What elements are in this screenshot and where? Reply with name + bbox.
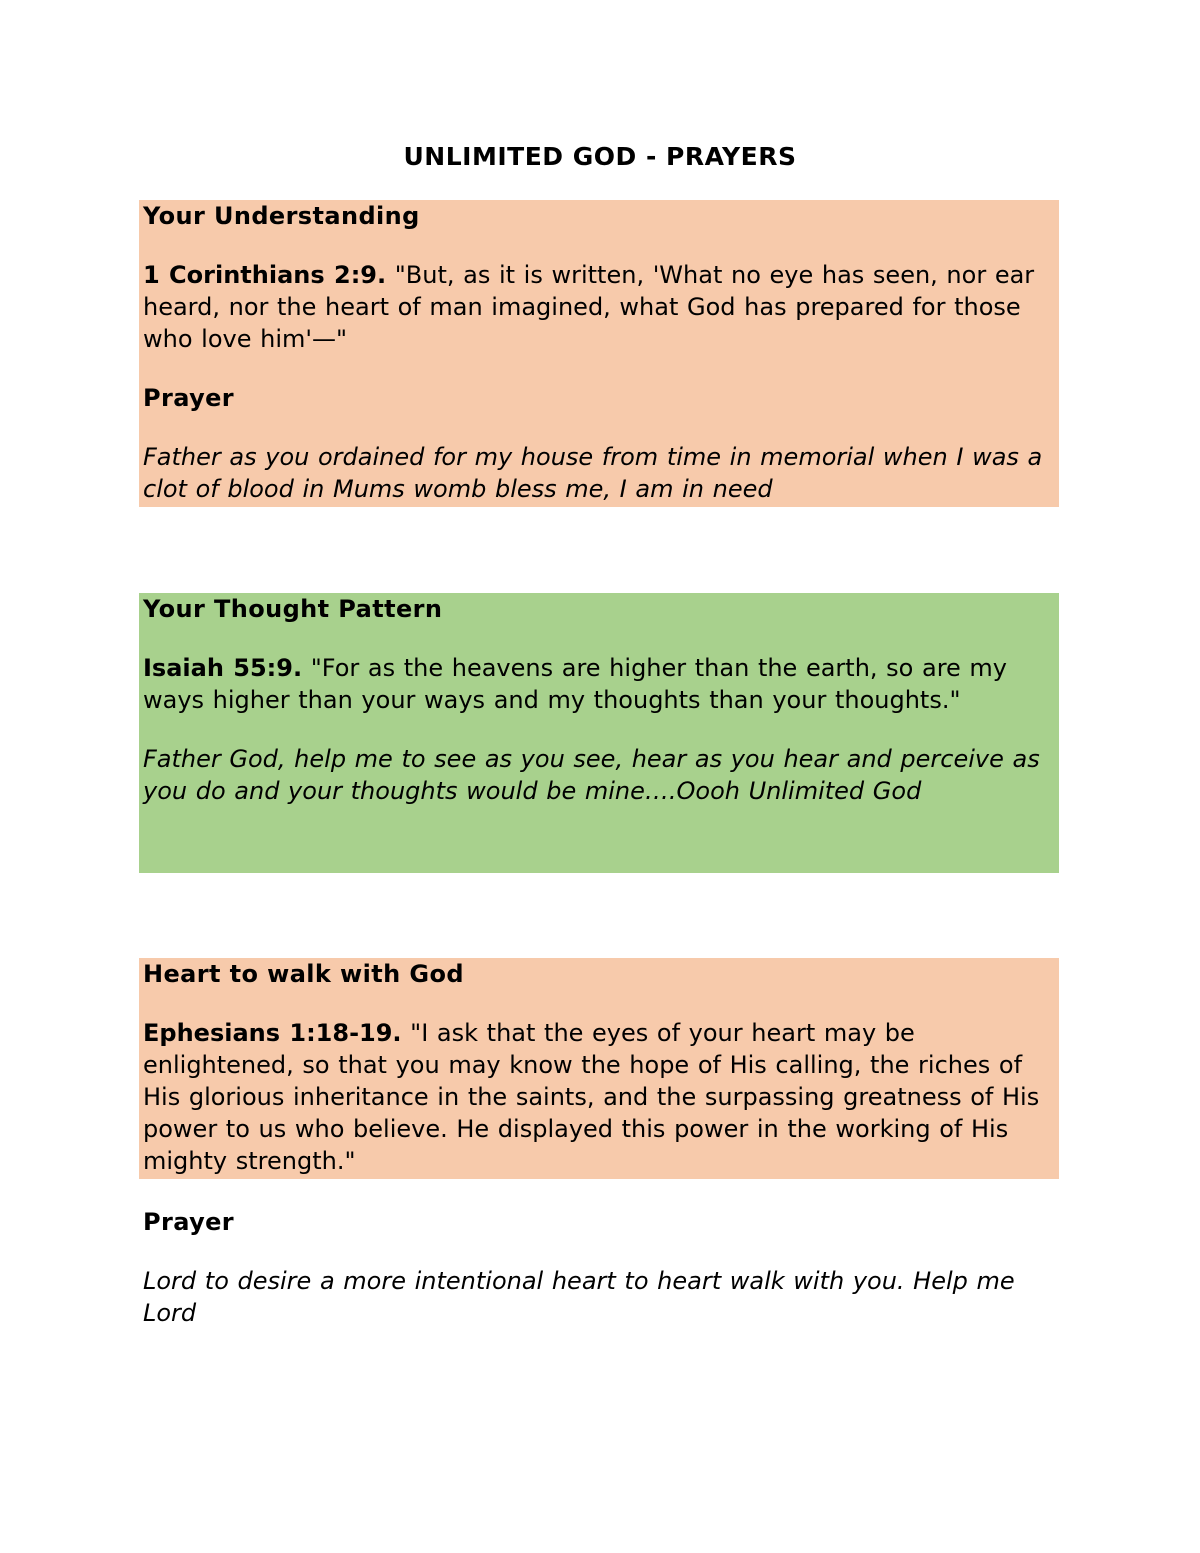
section-heart-to-walk-with-god bbox=[139, 958, 1059, 1179]
scripture-text: "But, as it is written, 'What no eye has seen, nor ear heard, nor the heart of man imagined, what God has prepared for those who love him'—" bbox=[143, 261, 1035, 353]
prayer-label: Prayer bbox=[143, 1208, 235, 1236]
scripture-passage bbox=[143, 1017, 1055, 1177]
prayer-text: Lord to desire a more intentional heart to heart walk with you. Help me Lord bbox=[143, 1267, 1015, 1327]
scripture-reference: Isaiah 55:9. bbox=[143, 654, 303, 682]
scripture-reference: Ephesians 1:18-19. bbox=[143, 1019, 402, 1047]
scripture-passage bbox=[143, 259, 1055, 355]
section-heading: Your Understanding bbox=[143, 202, 420, 230]
section-your-thought-pattern bbox=[139, 593, 1059, 873]
scripture-text: "For as the heavens are higher than the earth, so are my ways higher than your ways and my thoughts than your thoughts." bbox=[143, 654, 1008, 714]
section-your-understanding bbox=[139, 200, 1059, 507]
scripture-passage bbox=[143, 652, 1055, 716]
prayer-label: Prayer bbox=[143, 384, 235, 412]
scripture-text: "I ask that the eyes of your heart may be enlightened, so that you may know the hope of His calling, the riches of His glorious inheritance in the saints, and the surpassing greatness of His power to us who believe. He displayed this power in the working of His mighty strength." bbox=[143, 1019, 1040, 1175]
prayer-text: Father God, help me to see as you see, hear as you hear and perceive as you do and your thoughts would be mine….Oooh Unlimited God bbox=[143, 745, 1040, 805]
page-title: UNLIMITED GOD - PRAYERS bbox=[403, 142, 797, 171]
section-heading: Heart to walk with God bbox=[143, 960, 464, 988]
section-heading: Your Thought Pattern bbox=[143, 595, 443, 623]
section-heart-prayer bbox=[139, 1206, 1059, 1329]
prayer-text: Father as you ordained for my house from time in memorial when I was a clot of blood in Mums womb bless me, I am in need bbox=[143, 443, 1043, 503]
scripture-reference: 1 Corinthians 2:9. bbox=[143, 261, 387, 289]
